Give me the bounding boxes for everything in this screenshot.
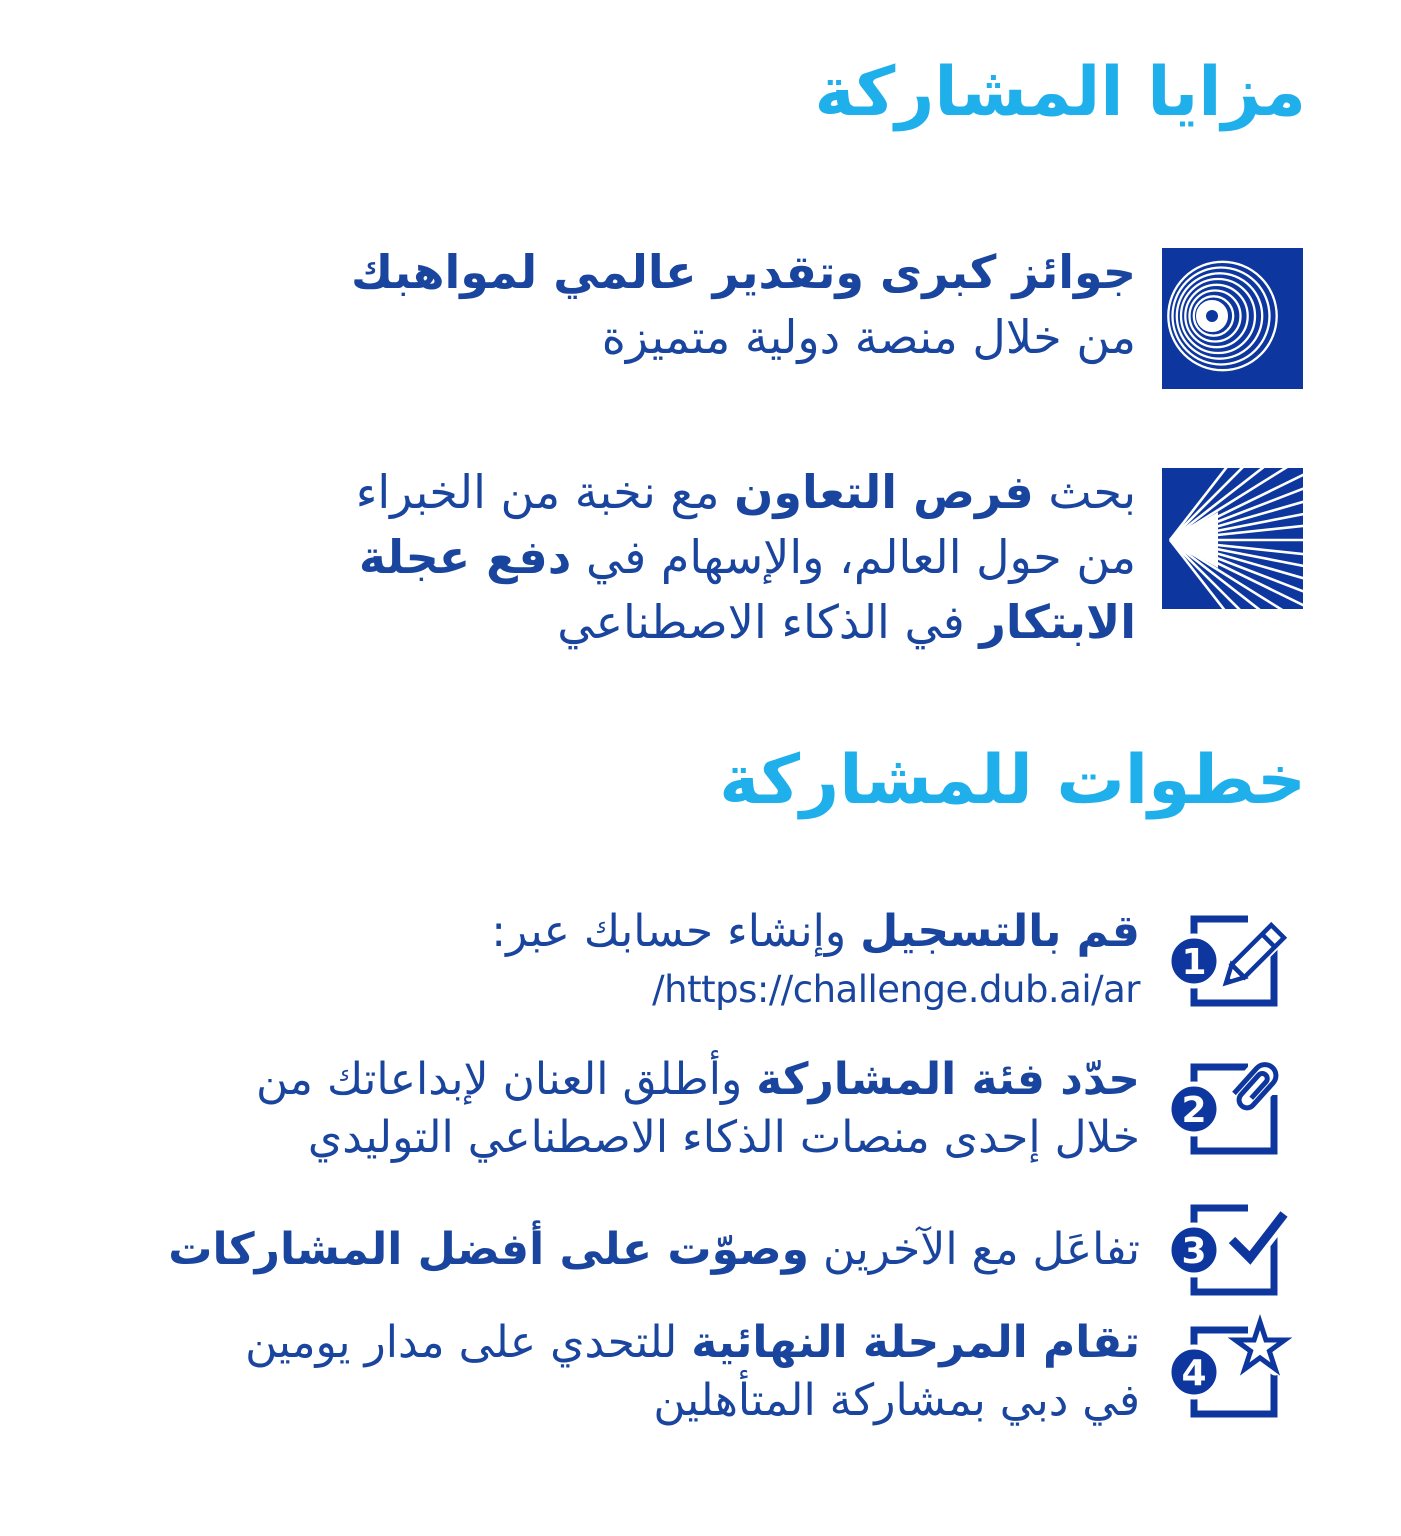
benefit-line: من حول العالم، والإسهام في دفع عجلة [358, 530, 1136, 584]
step-line: تفاعَل مع الآخرين وصوّت على أفضل المشاركات [168, 1224, 1140, 1275]
step-item-register [491, 903, 1296, 1019]
pencil-square-icon [1170, 905, 1296, 1017]
benefit-line: بحث فرص التعاون مع نخبة من الخبراء [355, 465, 1136, 519]
step-line: قم بالتسجيل وإنشاء حسابك عبر: [491, 906, 1140, 957]
benefit-line: الابتكار في الذكاء الاصطناعي [557, 595, 1136, 649]
step-text [245, 1314, 1140, 1430]
check-square-icon [1170, 1194, 1296, 1306]
benefit-item-prizes [350, 245, 1303, 389]
step-text [491, 903, 1140, 1019]
step-line: في دبي بمشاركة المتأهلين [653, 1375, 1140, 1426]
steps-section-heading: خطوات للمشاركة [719, 741, 1306, 820]
benefit-line: جوائز كبرى وتقدير عالمي لمواهبك [350, 245, 1136, 299]
step-item-final [245, 1314, 1296, 1430]
step-line: حدّد فئة المشاركة وأطلق العنان لإبداعاتك من [255, 1054, 1140, 1105]
svg-text:1: 1 [1181, 942, 1207, 983]
star-square-icon [1170, 1316, 1296, 1428]
paperclip-square-icon [1170, 1053, 1296, 1165]
benefits-section-heading: مزايا المشاركة [814, 53, 1306, 132]
svg-text:3: 3 [1181, 1231, 1207, 1272]
step-text [256, 1051, 1140, 1167]
svg-text:4: 4 [1181, 1353, 1207, 1394]
step-item-category [256, 1051, 1296, 1167]
benefit-text [351, 240, 1136, 370]
light-rays-icon [1162, 468, 1303, 609]
step-line: تقام المرحلة النهائية للتحدي على مدار يومين [245, 1317, 1140, 1368]
step-item-vote [168, 1194, 1296, 1306]
step-text [168, 1221, 1140, 1279]
registration-url[interactable]: https://challenge.dub.ai/ar/ [652, 968, 1140, 1011]
benefit-text [356, 460, 1136, 655]
concentric-circles-icon [1162, 248, 1303, 389]
benefit-item-collaboration [355, 465, 1303, 655]
svg-text:2: 2 [1181, 1090, 1207, 1131]
step-line: خلال إحدى منصات الذكاء الاصطناعي التوليدي [307, 1112, 1140, 1163]
benefit-line: من خلال منصة دولية متميزة [601, 310, 1136, 364]
